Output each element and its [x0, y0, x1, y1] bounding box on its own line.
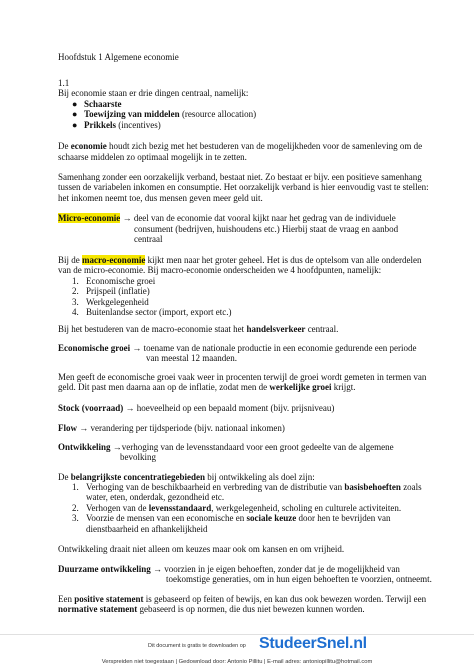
definition-groei: Economische groei → toename van de nationale productie in een economie gedurende een periode — [58, 343, 417, 353]
list-item-line: dienstbaarheid en afhankelijkheid — [86, 524, 208, 534]
list-number: 1. — [72, 276, 79, 286]
definition-ontwikkeling: Ontwikkeling →verhoging van de levensstandaard voor een groot gedeelte van de algemene — [58, 442, 394, 452]
list-number: 2. — [72, 503, 79, 513]
list-item: Prijspeil (inflatie) — [86, 286, 150, 296]
definition-groei-line: van meestal 12 maanden. — [146, 353, 237, 363]
intro-text: Bij economie staan er drie dingen centraal, namelijk: — [58, 88, 249, 98]
definition-duurzaam-line: toekomstige generaties, om in hun eigen behoeften te voorzien, ontneemt. — [166, 574, 432, 584]
list-number: 1. — [72, 482, 79, 492]
paragraph-statement: Een positive statement is gebaseerd op feiten of bewijs, en kan dus ook bewezen worden. Terwijl een — [58, 594, 427, 604]
list-number: 3. — [72, 297, 79, 307]
bullet-icon: ● — [72, 109, 78, 119]
footer-download-text: Dit document is gratis te downloaden op — [148, 643, 246, 649]
bullet-icon: ● — [72, 120, 78, 130]
footer-divider — [0, 634, 474, 635]
footer-download-info: Verspreiden niet toegestaan | Gedownload door: Antonio Pillitu | E-mail adres: antoniopillitu@hotmail.com — [101, 659, 373, 665]
bullet-item: Schaarste — [84, 99, 122, 109]
definition-flow: Flow → verandering per tijdsperiode (bijv. nationaal inkomen) — [58, 423, 285, 433]
list-item: Werkgelegenheid — [86, 297, 149, 307]
list-item: Buitenlandse sector (import, export etc.) — [86, 307, 232, 317]
paragraph-handel: Bij het bestuderen van de macro-economie staat het handelsverkeer centraal. — [58, 324, 339, 334]
bullet-item: Toewijzing van middelen (resource allocation) — [84, 109, 257, 119]
paragraph-procent-line: geld. Dit past men daarna aan op de inflatie, zodat men de werkelijke groei krijgt. — [58, 382, 356, 392]
list-number: 3. — [72, 513, 79, 523]
paragraph-procent: Men geeft de economische groei vaak weer in procenten terwijl de groei wordt gemeten in termen van — [58, 372, 427, 382]
bullet-item: Prikkels (incentives) — [84, 120, 161, 130]
list-item: Verhogen van de levensstandaard, werkgelegenheid, scholing en culturele activiteiten. — [86, 503, 402, 513]
bullet-icon: ● — [72, 99, 78, 109]
definition-micro-line: centraal — [134, 234, 163, 244]
studeersnel-logo[interactable]: StudeerSnel.nl — [259, 635, 367, 652]
section-number: 1.1 — [58, 78, 70, 88]
paragraph-verband: tussen de variabelen inkomen en consumptie. Het oorzakelijk verband is hier eenvoudig vast te stellen: — [58, 182, 429, 192]
paragraph-macro: Bij de macro-economie kijkt men naar het groter geheel. Het is dus de optelsom van alle onderdelen — [58, 255, 422, 265]
definition-ontwikkeling-line: bevolking — [120, 452, 156, 462]
definition-micro: Micro-economie → deel van de economie dat vooral kijkt naar het gedrag van de individuele — [58, 213, 396, 223]
paragraph-doelen: De belangrijkste concentratiegebieden bij ontwikkeling als doel zijn: — [58, 472, 315, 482]
paragraph-draait: Ontwikkeling draait niet alleen om keuzes maar ook om kansen en om vrijheid. — [58, 544, 345, 554]
paragraph-economie-line: schaarse middelen zo optimaal mogelijk in te zetten. — [58, 152, 247, 162]
list-item: Verhoging van de beschikbaarheid en verbreding van de distributie van basisbehoeften zoals — [86, 482, 422, 492]
paragraph-macro-line: van de micro-economie. Bij macro-economie onderscheiden we 4 hoofdpunten, namelijk: — [58, 265, 382, 275]
list-number: 4. — [72, 307, 79, 317]
definition-stock: Stock (voorraad) → hoeveelheid op een bepaald moment (bijv. prijsniveau) — [58, 403, 335, 413]
definition-duurzaam: Duurzame ontwikkeling → voorzien in je eigen behoeften, zonder dat je de mogelijkheid van — [58, 564, 400, 574]
paragraph-verband: Samenhang zonder een oorzakelijk verband, bestaat niet. Zo bestaat er bijv. een positieve samenhang — [58, 172, 422, 182]
paragraph-economie: De economie houdt zich bezig met het bestuderen van de mogelijkheden voor de samenleving om de — [58, 141, 423, 151]
list-item: Voorzie de mensen van een economische en sociale keuze door hen te bevrijden van — [86, 513, 391, 523]
paragraph-verband: het inkomen neemt toe, dus mensen geven meer geld uit. — [58, 193, 263, 203]
list-item: Economische groei — [86, 276, 156, 286]
list-number: 2. — [72, 286, 79, 296]
paragraph-statement-line: normative statement gebaseerd is op normen, die dus niet bewezen kunnen worden. — [58, 604, 365, 614]
list-item-line: water, eten, onderdak, gezondheid etc. — [86, 492, 225, 502]
definition-micro-line: consument (bedrijven, huishoudens etc.) Hierbij staat de vraag en aanbod — [134, 224, 399, 234]
document-title: Hoofdstuk 1 Algemene economie — [58, 52, 179, 62]
